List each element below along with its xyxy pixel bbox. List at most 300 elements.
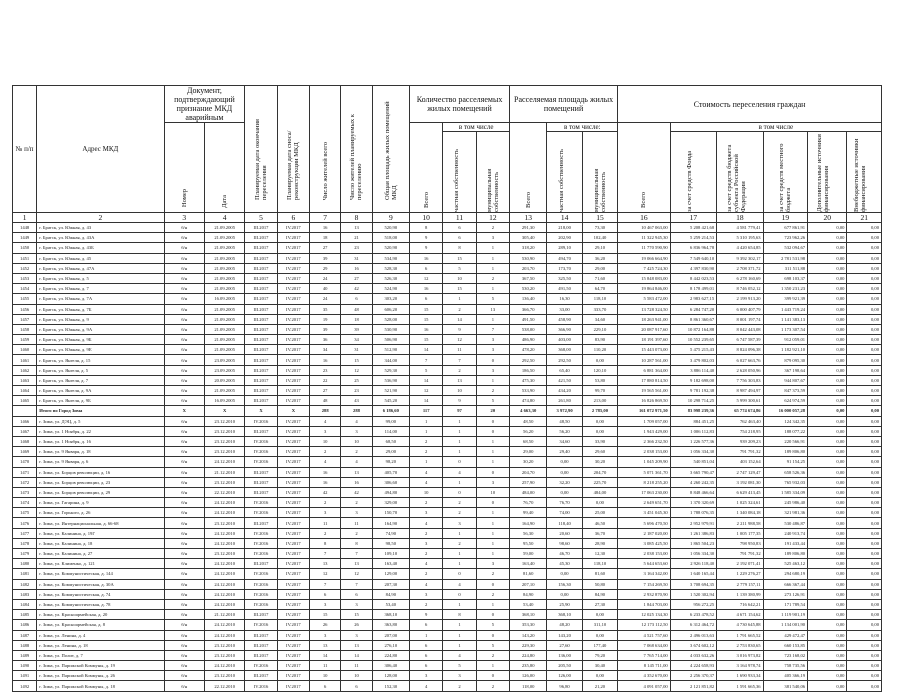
header-count-municipal: муниципальная собственность: [476, 132, 509, 213]
table-cell: III.2017: [245, 610, 277, 620]
table-cell: 21.09.2005: [204, 335, 244, 345]
table-cell: 0,00: [847, 253, 882, 263]
table-cell: 8: [410, 223, 443, 233]
table-cell: 0: [443, 457, 476, 467]
table-cell: 118,10: [582, 559, 617, 569]
table-cell: 56,20: [510, 426, 547, 436]
table-cell: б/н: [164, 304, 204, 314]
header-count-total: Всего: [410, 123, 443, 213]
table-cell: 9: [410, 233, 443, 243]
table-cell: 6: [410, 620, 443, 630]
table-cell: 2: [476, 223, 509, 233]
table-cell: 765 932,03: [763, 477, 807, 487]
table-cell: 10 467 063,00: [618, 223, 671, 233]
table-cell: г. Братск, ул. Южная, д. 9А: [37, 324, 164, 334]
table-cell: 1 591 665,36: [717, 681, 763, 691]
table-cell: 3 085 425,50: [618, 538, 671, 548]
table-cell: 494,80: [372, 487, 409, 497]
table-cell: IV.2017: [277, 610, 309, 620]
table-cell: IV.2017: [277, 467, 309, 477]
table-cell: 23.12.2010: [204, 671, 244, 681]
table-cell: 8 746 052,12: [717, 284, 763, 294]
table-cell: 48: [310, 396, 341, 406]
table-cell: 912 059,01: [763, 335, 807, 345]
table-cell: 4: [341, 457, 372, 467]
header-count-incl: в том числе: [443, 123, 510, 132]
table-cell: г. Зима, ул. Борцов революции, д. 23: [37, 477, 164, 487]
table-cell: 2: [443, 538, 476, 548]
table-cell: 0,00: [847, 467, 882, 477]
table-cell: III.2017: [245, 365, 277, 375]
table-cell: 220 566,91: [763, 436, 807, 446]
table-cell: IV.2016: [245, 457, 277, 467]
table-cell: 0,00: [847, 549, 882, 559]
table-cell: 7 425 724,30: [618, 263, 671, 273]
table-cell: 29,10: [582, 243, 617, 253]
table-row: [13, 243, 882, 253]
table-cell: 4 521 757,60: [618, 630, 671, 640]
table-row: [13, 263, 882, 273]
table-row: [13, 273, 882, 283]
table-cell: 191 433,44: [763, 538, 807, 548]
table-cell: 1466: [13, 416, 37, 426]
table-cell: 3: [410, 671, 443, 681]
table-cell: III.2017: [245, 650, 277, 660]
header-count-private: частная собственность: [443, 132, 476, 213]
table-cell: 16: [310, 223, 341, 233]
table-cell: 0,00: [808, 365, 847, 375]
table-cell: 15: [341, 355, 372, 365]
table-cell: 879 095,30: [763, 355, 807, 365]
table-cell: 4 091 057,00: [618, 681, 671, 691]
table-cell: III.2017: [245, 559, 277, 569]
table-cell: 1 045 209,90: [618, 457, 671, 467]
table-cell: 1463: [13, 375, 37, 385]
table-cell: 7: [310, 579, 341, 589]
table-cell: 3 451 045,30: [618, 508, 671, 518]
table-cell: 1: [443, 436, 476, 446]
table-cell: 939 209,23: [717, 436, 763, 446]
table-cell: г. Зима, ул. 9 Января, д. 6: [37, 457, 164, 467]
header-row-number: № п/п: [13, 86, 37, 213]
table-cell: 762 463,40: [717, 416, 763, 426]
table-cell: 3: [410, 538, 443, 548]
table-cell: 944 807,67: [763, 375, 807, 385]
table-cell: 27: [341, 273, 372, 283]
table-cell: г. Зима, ул. Калинина, д. 18: [37, 538, 164, 548]
table-cell: 26: [341, 620, 372, 630]
table-row: [13, 477, 882, 487]
table-cell: 1483: [13, 589, 37, 599]
table-cell: 59,00: [510, 549, 547, 559]
table-cell: 25: [341, 375, 372, 385]
table-cell: 24.12.2010: [204, 538, 244, 548]
table-cell: 1: [410, 630, 443, 640]
table-cell: IV.2016: [245, 498, 277, 508]
table-cell: 0,00: [808, 498, 847, 508]
table-cell: 12: [341, 365, 372, 375]
table-cell: 3: [476, 233, 509, 243]
table-cell: 6: [341, 589, 372, 599]
table-cell: 0,00: [847, 406, 882, 416]
table-cell: 0,00: [808, 508, 847, 518]
table-cell: 367,50: [510, 273, 547, 283]
table-cell: 3: [476, 335, 509, 345]
table-cell: 660 153,85: [763, 640, 807, 650]
table-cell: 2 628 050,96: [717, 365, 763, 375]
table-cell: IV.2017: [277, 671, 309, 681]
table-cell: 4: [410, 467, 443, 477]
table-cell: IV.2017: [277, 498, 309, 508]
table-cell: г. Зима, ул. Борцов революции, д. 16: [37, 467, 164, 477]
table-cell: 533,90: [510, 386, 547, 396]
table-cell: 529,30: [372, 365, 409, 375]
table-row: [13, 253, 882, 263]
table-cell: 2 256 370,37: [670, 671, 716, 681]
header-cost-subject: за счет средств бюджета субъекта Российской Федерации: [717, 132, 763, 213]
table-cell: 24.12.2010: [204, 457, 244, 467]
table-cell: 36,20: [582, 253, 617, 263]
table-cell: г. Братск, ул. Южная, д. 5: [37, 273, 164, 283]
table-cell: IV.2017: [277, 345, 309, 355]
table-cell: IV.2017: [277, 457, 309, 467]
table-cell: 30,20: [510, 457, 547, 467]
table-cell: б/н: [164, 253, 204, 263]
table-cell: 6 629 413,45: [717, 487, 763, 497]
table-cell: 1: [476, 599, 509, 609]
table-cell: 24.12.2010: [204, 498, 244, 508]
column-number: 19: [763, 213, 807, 223]
table-cell: IV.2017: [277, 650, 309, 660]
table-row: [13, 386, 882, 396]
table-cell: 0,00: [847, 559, 882, 569]
table-cell: 14: [410, 345, 443, 355]
header-planned-demolition: Планируемая дата сноса/реконструкции МКД: [277, 86, 309, 213]
table-row: [13, 284, 882, 294]
table-cell: 8 218 255,20: [618, 477, 671, 487]
table-cell: 0,00: [808, 284, 847, 294]
table-cell: 2: [410, 599, 443, 609]
table-cell: 225,70: [582, 477, 617, 487]
table-cell: 6 836 964,78: [670, 243, 716, 253]
table-cell: 0,00: [808, 375, 847, 385]
table-cell: 5 310 195,63: [717, 233, 763, 243]
column-number: 10: [410, 213, 443, 223]
table-cell: 23.12.2010: [204, 436, 244, 446]
table-cell: 1 791 665,52: [717, 630, 763, 640]
table-cell: 95,50: [510, 538, 547, 548]
table-cell: 14: [310, 650, 341, 660]
table-cell: 24.12.2010: [204, 508, 244, 518]
table-cell: б/н: [164, 579, 204, 589]
table-cell: 20,60: [547, 528, 582, 538]
table-cell: г. Зима, ул. Красноармейская, д. 20: [37, 610, 164, 620]
table-cell: 534,90: [372, 253, 409, 263]
table-cell: 8 861 360,67: [670, 314, 716, 324]
column-number: 11: [443, 213, 476, 223]
table-cell: г. Зима, ул. Коммунистическая, д. 78: [37, 599, 164, 609]
table-cell: 484,00: [510, 487, 547, 497]
table-cell: б/н: [164, 314, 204, 324]
column-number: 20: [808, 213, 847, 223]
table-row: [13, 549, 882, 559]
table-cell: 3 192 081,30: [717, 477, 763, 487]
table-cell: 4 033 632,26: [670, 650, 716, 660]
column-number: 5: [245, 213, 277, 223]
table-cell: III.2017: [245, 426, 277, 436]
table-cell: 3: [410, 589, 443, 599]
table-cell: б/н: [164, 233, 204, 243]
table-cell: 48,50: [547, 416, 582, 426]
table-cell: IV.2016: [245, 681, 277, 691]
table-cell: 0,00: [847, 650, 882, 660]
table-cell: 1467: [13, 426, 37, 436]
table-cell: б/н: [164, 365, 204, 375]
table-cell: 6 186,60: [372, 406, 409, 416]
table-cell: 18 263 941,00: [618, 314, 671, 324]
table-cell: г. Зима, ул. 1 Ноября, д. 16: [37, 436, 164, 446]
table-cell: 1479: [13, 549, 37, 559]
table-cell: 30,40: [582, 661, 617, 671]
table-cell: г. Братск, ул. Южная, д. 43: [37, 223, 164, 233]
table-cell: 6 881 364,00: [618, 365, 671, 375]
header-area-incl: в том числе:: [547, 123, 618, 132]
table-cell: 3: [443, 518, 476, 528]
table-cell: 791 791,32: [717, 447, 763, 457]
table-cell: 5: [476, 396, 509, 406]
table-cell: 16,30: [547, 294, 582, 304]
table-cell: 24.12.2010: [204, 599, 244, 609]
table-cell: 76,70: [547, 498, 582, 508]
table-cell: 0,00: [808, 487, 847, 497]
table-cell: 10: [341, 671, 372, 681]
table-cell: 257,90: [510, 477, 547, 487]
table-cell: 21.09.2005: [204, 263, 244, 273]
table-cell: 74,00: [547, 508, 582, 518]
table-cell: 518,00: [372, 233, 409, 243]
table-cell: 366,90: [547, 324, 582, 334]
table-cell: 10 552 239,65: [670, 335, 716, 345]
table-cell: 84,90: [582, 589, 617, 599]
table-cell: 4 671 154,62: [717, 610, 763, 620]
table-cell: 1: [476, 447, 509, 457]
table-cell: 1474: [13, 498, 37, 508]
table-cell: 1 182 921,10: [763, 345, 807, 355]
table-cell: 368,10: [547, 610, 582, 620]
table-cell: 520,90: [372, 243, 409, 253]
table-cell: 189 806,80: [763, 549, 807, 559]
table-cell: 0,00: [808, 457, 847, 467]
table-cell: 606,20: [372, 304, 409, 314]
table-cell: б/н: [164, 610, 204, 620]
table-cell: г. Зима, ул. Калинина, д. 27: [37, 549, 164, 559]
table-cell: 84,90: [372, 589, 409, 599]
table-cell: 5: [410, 365, 443, 375]
table-cell: 1: [410, 416, 443, 426]
table-cell: 0,00: [808, 467, 847, 477]
table-cell: 34,60: [547, 436, 582, 446]
table-cell: 2: [476, 386, 509, 396]
table-cell: 11 770 590,90: [618, 243, 671, 253]
table-cell: 475,30: [510, 375, 547, 385]
table-cell: 0,00: [808, 304, 847, 314]
table-cell: 0,00: [847, 528, 882, 538]
table-cell: 7 068 634,00: [618, 640, 671, 650]
table-cell: г. Братск, ул. Янгеля, д. 5: [37, 365, 164, 375]
table-cell: 5 644 653,60: [618, 559, 671, 569]
table-cell: 0,00: [808, 589, 847, 599]
column-number: 8: [341, 213, 372, 223]
table-cell: IV.2017: [277, 426, 309, 436]
table-row: [13, 324, 882, 334]
table-row: [13, 416, 882, 426]
table-cell: 118,00: [510, 681, 547, 691]
table-cell: 2: [476, 273, 509, 283]
table-cell: 2: [310, 447, 341, 457]
header-cost-fund: за счет средств Фонда: [670, 132, 716, 213]
table-cell: г. Зима, ул. ДЭЦ, д. 5: [37, 416, 164, 426]
table-cell: 403,00: [547, 335, 582, 345]
table-cell: 1 056 334,30: [670, 447, 716, 457]
table-cell: 2: [410, 436, 443, 446]
table-row: [13, 569, 882, 579]
table-cell: б/н: [164, 640, 204, 650]
table-cell: 288: [341, 406, 372, 416]
table-cell: III.2017: [245, 284, 277, 294]
table-cell: 1 844 703,00: [618, 599, 671, 609]
table-cell: 5: [476, 640, 509, 650]
table-cell: 1: [476, 538, 509, 548]
table-cell: 0: [443, 487, 476, 497]
table-cell: 2: [443, 498, 476, 508]
table-row: [13, 426, 882, 436]
table-cell: IV.2017: [277, 518, 309, 528]
table-cell: 1 640 165,44: [670, 569, 716, 579]
table-row: [13, 528, 882, 538]
table-cell: б/н: [164, 518, 204, 528]
table-cell: 9: [443, 396, 476, 406]
table-row: [13, 681, 882, 691]
table-cell: 27: [310, 386, 341, 396]
table-cell: 0,00: [808, 518, 847, 528]
table-cell: 65,40: [547, 365, 582, 375]
table-cell: IV.2017: [277, 294, 309, 304]
table-row: [13, 650, 882, 660]
table-cell: 524,90: [372, 284, 409, 294]
table-cell: 204,70: [510, 467, 547, 477]
table-cell: III.2017: [245, 518, 277, 528]
table-cell: 9 392 302,17: [717, 253, 763, 263]
table-cell: 109,10: [372, 549, 409, 559]
table-cell: 124 342,35: [763, 416, 807, 426]
table-cell: 14: [410, 375, 443, 385]
table-cell: III.2017: [245, 640, 277, 650]
table-cell: 10: [443, 386, 476, 396]
table-cell: г. Зима, ул. Парижской Коммуны, д. 19: [37, 661, 164, 671]
table-cell: 0,00: [808, 294, 847, 304]
table-cell: 292,50: [510, 355, 547, 365]
table-cell: 1: [476, 314, 509, 324]
table-cell: г. Зима, ул. Интернациональная, д. 66-68: [37, 518, 164, 528]
housing-relocation-table: [12, 85, 882, 692]
table-cell: 0,00: [547, 589, 582, 599]
column-number: 2: [37, 213, 164, 223]
table-cell: 16: [341, 477, 372, 487]
table-cell: 16: [310, 355, 341, 365]
table-cell: г. Братск, ул. Янгеля, д. 9Б: [37, 396, 164, 406]
table-cell: 429 472,47: [763, 630, 807, 640]
header-area-municipal: муниципальная собственность: [582, 132, 617, 213]
table-cell: IV.2017: [277, 386, 309, 396]
table-cell: 0,00: [847, 630, 882, 640]
table-cell: 0,00: [808, 406, 847, 416]
table-cell: X: [277, 406, 309, 416]
table-cell: 7: [476, 324, 509, 334]
column-number: 13: [510, 213, 547, 223]
table-cell: 536,90: [372, 375, 409, 385]
table-cell: 329,00: [372, 498, 409, 508]
table-cell: 7 154 269,50: [618, 579, 671, 589]
table-cell: 6: [410, 661, 443, 671]
table-cell: 202,90: [547, 233, 582, 243]
table-row: [13, 233, 882, 243]
table-cell: 2: [476, 589, 509, 599]
table-cell: 48: [341, 304, 372, 314]
table-cell: 0,00: [808, 599, 847, 609]
table-cell: IV.2017: [277, 355, 309, 365]
table-cell: 0,00: [847, 447, 882, 457]
table-cell: IV.2017: [277, 559, 309, 569]
table-cell: б/н: [164, 528, 204, 538]
table-cell: 22: [310, 375, 341, 385]
table-cell: г. Зима, ул. Полит, д. 7: [37, 650, 164, 660]
table-cell: 126,00: [547, 671, 582, 681]
table-cell: 50,80: [582, 579, 617, 589]
table-cell: 235,80: [510, 661, 547, 671]
table-cell: 8 824 096,38: [717, 345, 763, 355]
table-cell: 11: [341, 518, 372, 528]
table-cell: 458,90: [547, 314, 582, 324]
table-cell: 24.12.2010: [204, 661, 244, 671]
table-cell: 1492: [13, 681, 37, 691]
table-cell: 1 350 231,23: [763, 284, 807, 294]
header-doc-number: Номер: [164, 123, 204, 213]
table-cell: б/н: [164, 447, 204, 457]
table-row: [13, 630, 882, 640]
table-cell: IV.2017: [277, 579, 309, 589]
table-cell: 24.12.2010: [204, 589, 244, 599]
table-cell: г. Братск, ул. Южная, д. 7: [37, 284, 164, 294]
table-cell: г. Братск, ул. Южная, д. 47А: [37, 263, 164, 273]
table-cell: 4: [410, 518, 443, 528]
table-cell: 21.09.2005: [204, 284, 244, 294]
table-cell: б/н: [164, 355, 204, 365]
table-cell: 758 735,56: [763, 661, 807, 671]
table-cell: 24.12.2010: [204, 620, 244, 630]
table-cell: 16: [310, 467, 341, 477]
table-cell: 3: [443, 671, 476, 681]
table-cell: 7: [310, 549, 341, 559]
table-cell: 34,60: [582, 314, 617, 324]
table-cell: 2 753 830,65: [717, 640, 763, 650]
table-cell: 39: [310, 253, 341, 263]
table-cell: 0,00: [847, 314, 882, 324]
table-cell: 21.09.2005: [204, 243, 244, 253]
table-cell: б/н: [164, 599, 204, 609]
table-cell: 0,00: [582, 416, 617, 426]
table-cell: 203,70: [510, 263, 547, 273]
table-cell: IV.2016: [245, 447, 277, 457]
